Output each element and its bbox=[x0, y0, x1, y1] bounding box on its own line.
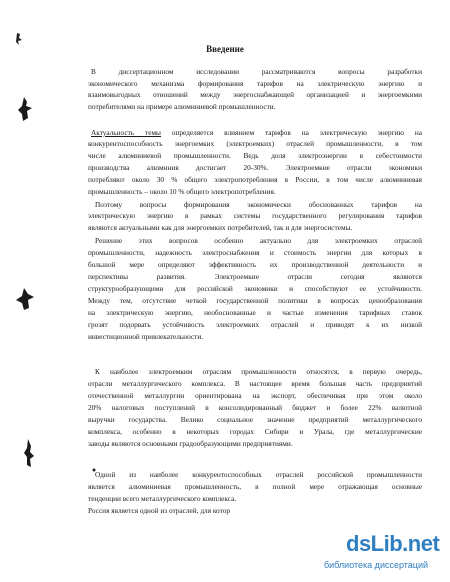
scan-mark-left-1 bbox=[16, 96, 34, 122]
scan-mark-left-2 bbox=[14, 287, 36, 311]
paragraph-line: выручки государства. Велико социальное значение предприятий металлургического bbox=[88, 415, 422, 424]
paragraph-line: Россия является одной из отраслей, для котор bbox=[88, 506, 230, 515]
paragraph-line: отечественной металлургии ориентирована на экспорт, обеспечивая при этом около bbox=[88, 391, 422, 400]
paragraph-line: на электрическую энергию, необоснованные и частые изменения тарифных ставок bbox=[88, 308, 422, 317]
paragraph-line: Решение этих вопросов особенно актуально для электроемких отраслей bbox=[95, 236, 422, 245]
paragraph-line: промышленности, надежность электроснабжения и стоимость энергии для которых в bbox=[88, 248, 422, 257]
paragraph-line: К наиболее электроемким отраслям промышленности относятся, в первую очередь, bbox=[95, 367, 422, 376]
paragraph-line: грозят подорвать устойчивость электроемких отраслей и приводят к их низкой bbox=[88, 320, 422, 329]
paragraph-line: конкурентоспособность энергоемких (электроемких) отраслей промышленности, в том bbox=[88, 139, 422, 148]
paragraph-line: взаимовыгодных отношений между энергоснабжающей организацией и энергоемкими bbox=[88, 90, 422, 99]
paragraph-line: перспективы развития. Электроемкие отрасли сегодня являются bbox=[88, 272, 422, 281]
paragraph-line-rest: определяется влиянием тарифов на электрическую энергию на bbox=[160, 128, 422, 137]
paragraph-line: экономического механизма формирования тарифов на электрическую энергию и bbox=[88, 79, 422, 88]
scan-mark-top-left bbox=[14, 32, 24, 46]
paragraph-line: электрическую энергию в рамках системы государственного регулирования тарифов bbox=[88, 211, 422, 220]
paragraph-line: отрасли металлургического комплекса. В настоящее время большая часть предприятий bbox=[88, 379, 422, 388]
paragraph-line: 20% налоговых поступлений в консолидированный бюджет и более 22% валютной bbox=[88, 403, 422, 412]
paragraph-line: Одной из наиболее конкурентоспособных отраслей российской промышленности bbox=[95, 470, 422, 479]
paragraph-line: заводы являются основными градообразующими предприятиями. bbox=[88, 439, 293, 448]
paragraph-line: Поэтому вопросы формирования экономически обоснованных тарифов на bbox=[95, 200, 422, 209]
watermark-backdrop bbox=[318, 534, 340, 556]
paragraph-line: структурообразующими для российской экономики и способствуют ее устойчивости. bbox=[88, 284, 422, 293]
paragraph-line: потребляют около 30 % общего электропотребления в России, в том числе алюминиевая bbox=[88, 175, 422, 184]
paragraph-line: является алюминиевая промышленность, в полной мере отражающая основные bbox=[88, 482, 422, 491]
paragraph-line: В диссертационном исследовании рассматриваются вопросы разработки bbox=[91, 67, 422, 76]
paragraph-line: производства алюминия достигает 20-30%. Электроемкие отрасли экономики bbox=[88, 163, 422, 172]
paragraph-line: тенденции всего металлургического комплекса. bbox=[88, 494, 237, 503]
watermark bbox=[318, 531, 448, 579]
paragraph-line: инвестиционной привлекательности. bbox=[88, 332, 204, 341]
paragraph-line: Между тем, отсутствие четкой государственной политики в вопросах ценообразования bbox=[88, 296, 422, 305]
paragraph-line: комплекса, особенно в некоторых городах Сибири и Урала, где металлургические bbox=[88, 427, 422, 436]
watermark-subtitle: библиотека диссертаций bbox=[324, 560, 429, 570]
paragraph-line: большой мере определяют эффективность их производственной деятельности и bbox=[88, 260, 422, 269]
underlined-term: Актуальность темы bbox=[91, 128, 161, 137]
watermark-logo-text: dsLib.net bbox=[346, 531, 440, 556]
paragraph-line: являются актуальными как для энергоемких потребителей, так и для энергосистемы. bbox=[88, 223, 353, 232]
paragraph-line: числе алюминиевой промышленности. Ведь доля электроэнергии в себестоимости bbox=[88, 151, 422, 160]
scan-mark-dot bbox=[91, 467, 97, 473]
paragraph-line: промышленность – около 10 % общего электропотребления. bbox=[88, 187, 276, 196]
page-title: Введение bbox=[206, 44, 244, 54]
paragraph-line-first bbox=[91, 127, 422, 138]
scan-mark-left-3 bbox=[22, 438, 36, 468]
paragraph-line: потребителями на примере алюминиевой промышленности. bbox=[88, 102, 276, 111]
